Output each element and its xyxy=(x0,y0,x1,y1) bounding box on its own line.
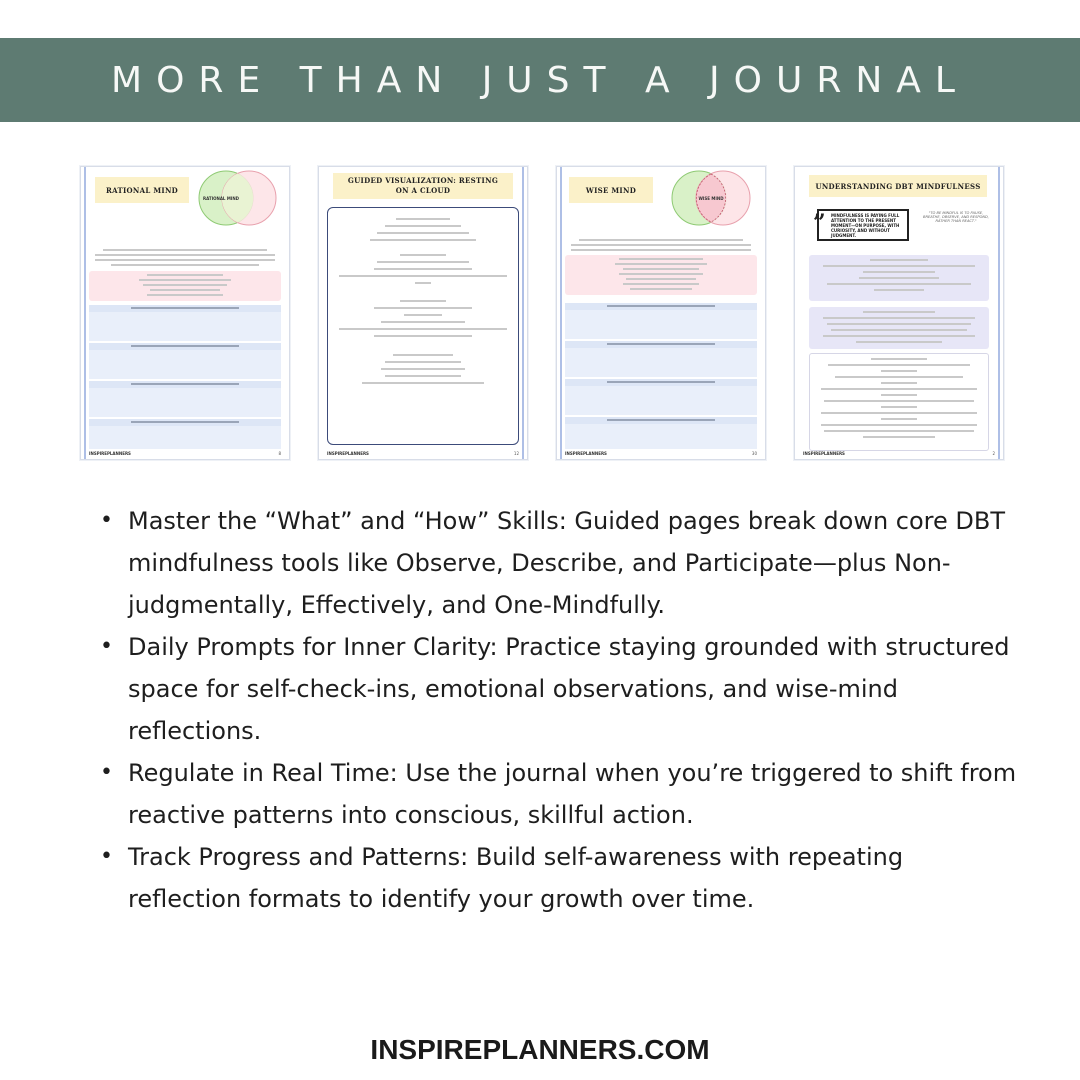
feature-item: • Daily Prompts for Inner Clarity: Practice staying grounded with structured space for self-check-ins, emotional observations, and wise-mind reflections. xyxy=(100,626,1020,752)
page-footer-brand: INSPIREPLANNERS xyxy=(803,451,845,456)
page-number: 30 xyxy=(751,451,757,456)
page-title: WISE MIND xyxy=(569,177,653,203)
page-preview-guided-visualization xyxy=(318,166,528,460)
page-preview-understanding-dbt xyxy=(794,166,1004,460)
header-banner xyxy=(0,38,1080,122)
mindfulness-quote-box: ” MINDFULNESS IS PAYING FULL ATTENTION TO THE PRESENT MOMENT—ON PURPOSE, WITH CURIOSITY, AND WITHOUT JUDGMENT. xyxy=(817,209,909,241)
quote-mark-icon: ” xyxy=(813,210,826,236)
feature-list xyxy=(100,500,1020,920)
feature-item: • Regulate in Real Time: Use the journal when you’re triggered to shift from reactive patterns into conscious, skillful action. xyxy=(100,752,1020,836)
page-number: 12 xyxy=(513,451,519,456)
page-number: 8 xyxy=(278,451,281,456)
feature-item: • Master the “What” and “How” Skills: Guided pages break down core DBT mindfulness tools like Observe, Describe, and Participate—plus Non-judgmentally, Effectively, and One-Mindfully. xyxy=(100,500,1020,626)
page-title: RATIONAL MIND xyxy=(95,177,189,203)
venn-diagram-icon xyxy=(661,169,761,227)
side-quote: "TO BE MINDFUL IS TO PAUSE, BREATHE, OBSERVE, AND RESPOND, RATHER THAN REACT." xyxy=(923,211,989,223)
page-title: GUIDED VISUALIZATION: RESTING ON A CLOUD xyxy=(333,173,513,199)
venn-diagram-icon xyxy=(191,169,281,227)
page-preview-rational-mind xyxy=(80,166,290,460)
page-footer-brand: INSPIREPLANNERS xyxy=(327,451,369,456)
banner-title: MORE THAN JUST A JOURNAL xyxy=(111,59,969,101)
website-link[interactable]: INSPIREPLANNERS.COM xyxy=(370,1034,710,1065)
page-footer-brand: INSPIREPLANNERS xyxy=(565,451,607,456)
page-preview-wise-mind xyxy=(556,166,766,460)
journal-page-previews xyxy=(80,166,1002,458)
svg-text:WISE MIND: WISE MIND xyxy=(698,196,724,201)
page-footer-brand: INSPIREPLANNERS xyxy=(89,451,131,456)
feature-item: • Track Progress and Patterns: Build self-awareness with repeating reflection formats to identify your growth over time. xyxy=(100,836,1020,920)
page-number: 2 xyxy=(992,451,995,456)
svg-text:RATIONAL MIND: RATIONAL MIND xyxy=(202,196,240,201)
page-title: UNDERSTANDING DBT MINDFULNESS xyxy=(809,175,987,197)
